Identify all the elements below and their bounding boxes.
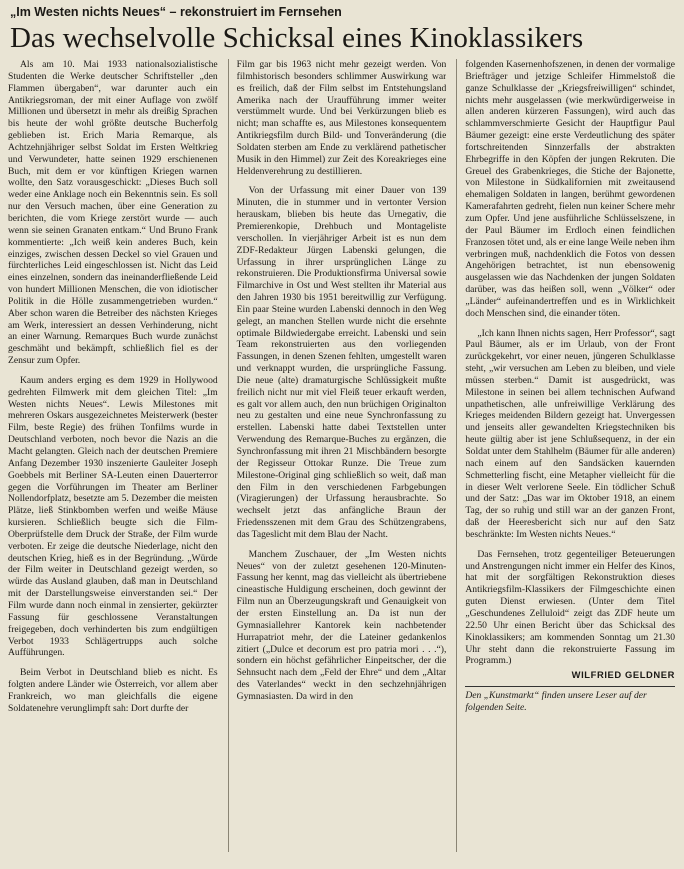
paragraph: Manchem Zuschauer, der „Im Westen nichts Neues“ von der zuletzt gesehenen 120-Minuten-Fassung her kennt, mag das vielleicht als übertriebene cineastische Huldigung erscheinen, doch gewinnt der Film nun an Überzeugungskraft und Genauigkeit von der ersten Einstellung an. Da ist nun der Gymnasiallehrer Kantorek kein nachbetender Hurrapatriot mehr, der die Lateiner gedankenlos zitiert („Dulce et decorum est pro patria mori . . .“), sondern ein höchst gefährlicher Einpeitscher, der die Sehnsucht nach dem „Feld der Ehre“ und dem „Altar des Vaterlandes“ weckt in den sechzehnjährigen Gymnasiasten. Da wird in den (236, 548, 447, 702)
paragraph: Beim Verbot in Deutschland blieb es nicht. Es folgten andere Länder wie Österreich, vor allem aber Frankreich, wo man gleichfalls die eigene Soldatenehre verunglimpft sah: Dort durfte der (8, 667, 218, 714)
paragraph: „Ich kann Ihnen nichts sagen, Herr Professor“, sagt Paul Bäumer, als er im Urlaub, von der Front zurückgekehrt, vor einer neuen, jüngeren Schulklasse steht, „wir versuchen am Leben zu bleiben, und viele müssen sterben.“ Damit ist ausgedrückt, was Milestone in seinen bei allem technischen Aufwand unpathetischen, alle unfreiwillige Verklärung des Krieges meidenden Bildern gezeigt hat. Unvergessen und jenseits aller gewandelten Kriegstechniken bis heute gültig aber ist jene Schlußsequenz, in der ein Soldat unter dem Stahlhelm (Bäumer für alle anderen) nach einem auf den Sandsäcken kauernden Schmetterling fischt, eine Metapher vielleicht für die in dieser Welt verlorene Seele. Ein tödlicher Schuß und der Satz: „Das war im Oktober 1918, an einem Tag, der so ruhig und still war an der ganzen Front, daß der Heeresbericht sich nur auf den Satz beschränkte: Im Westen nichts Neues.“ (465, 327, 675, 540)
reader-note: Den „Kunstmarkt“ finden unsere Leser auf der folgenden Seite. (465, 690, 647, 713)
article-columns (8, 59, 675, 852)
paragraph: Von der Urfassung mit einer Dauer von 139 Minuten, die in stummer und in vertonter Version herauskam, blieben bis heute das Urnegativ, die Premierenkopie, Drehbuch und Montageliste verschollen. In vierjähriger Arbeit ist es nun dem ZDF-Redakteur Jürgen Labenski gelungen, die Urfassung in ihrer ursprünglichen Länge zu rekonstruieren. Die Produktionsfirma Universal sowie Filmarchive in Ost und West stellten ihr Material aus den Jahren 1930 bis 1951 bereitwillig zur Verfügung. Ein paar Steine wurden Labenski dennoch in den Weg gelegt, an manchen Stellen wurde nicht die ersehnte optimale Bildwiedergabe erreicht. Labenski und sein Team rekonstruierten aus den vorliegenden Fassungen, in denen Szenen fehlten, umgestellt waren und verknappt wurden, die ursprüngliche Fassung. Die neue (alte) dramaturgische Schlüssigkeit mußte freilich nicht nur mit viel Fleiß teuer erkauft werden, es galt vor allem auch, den nun brüchigen Originalton neu zu gestalten und eine neue Synchronfassung zu erstellen. Labenski hatte dabei Textstellen unter Verwendung des Remarque-Buches zu ergänzen, die Synchronfassung mit ihren 21 Mischbändern besorgte der Regisseur Ottokar Runze. Die Treue zum Milestone-Original ging schließlich so weit, daß man den Film in den verschiedenen Farbgebungen (Viragierungen) der Urfassung herausbrachte. So wechselt jetzt das anfängliche Braun der Friedensszenen mit dem Grau des Schützengrabens, das Tageslicht mit dem Blau der Nacht. (236, 185, 447, 540)
article-headline: Das wechselvolle Schicksal eines Kinoklassikers (10, 22, 584, 54)
paragraph: Kaum anders erging es dem 1929 in Hollywood gedrehten Filmwerk mit dem gleichen Titel: „Im Westen nichts Neues“. Lewis Milestones mit mehreren Oskars ausgezeichnetes Meisterwerk (bester Film, beste Regie) des frühen Tonfilms wurde in Deutschland verboten, noch bevor die Nazis an die Macht gelangten. Gleich nach der deutschen Premiere Anfang Dezember 1930 inszenierte Gauleiter Joseph Goebbels mit Berliner SA-Leuten einen Dauerterror gegen die Vorführungen im Theater am Berliner Nollendorfplatz, besetzte am 5. Dezember die meisten Plätze, ließ Stinkbomben werfen und weiße Mäuse kursieren. Schließlich beugte sich die Film-Oberprüfstelle dem Druck der Straße, der Film wurde verboten. Er zeige die deutsche Niederlage, nicht den deutschen Krieg, hieß es in der Begründung. „Würde der Film weiter in Deutschland gezeigt werden, so würde das Ausland glauben, daß man in Deutschland mit der Darstellungsweise einverstanden sei.“ Der Film wurde dann noch einmal in zensierter, gekürzter Fassung für geschlossene Veranstaltungen freigegeben, doch verhinderten bis zum endgültigen Verbot 1933 Schlägertrupps auch solche Aufführungen. (8, 374, 218, 659)
paragraph: Das Fernsehen, trotz gegenteiliger Beteuerungen und Anstrengungen nicht immer ein Helfer des Kinos, hat mit der sorgfältigen Rekonstruktion dieses Antikriegsfilm-Klassikers der Filmgeschichte einen guten Dienst erwiesen. (Unter dem Titel „Geschundenes Zelluloid“ zeigt das ZDF heute um 22.50 Uhr einen Bericht über das Schicksal des Kinoklassikers; am kommenden Sonntag um 21.30 Uhr steht dann die rekonstruierte Fassung im Programm.) (465, 548, 675, 667)
article-kicker: „Im Westen nichts Neues“ – rekonstruiert im Fernsehen (10, 5, 342, 19)
paragraph: Als am 10. Mai 1933 nationalsozialistische Studenten die Werke deutscher Schriftsteller „den Flammen übergaben“, war darunter auch ein Antikriegsroman, der mit einer Auflage von zwölf Millionen und übersetzt in mehr als dreißig Sprachen bis heute der wohl größte deutsche Bucherfolg geblieben ist. Erich Maria Remarque, als Achtzehnjähriger selbst Soldat im Ersten Weltkrieg und Verwundeter, hatte seinen 1929 erschienenen Buch, mit dem er vor künftigen Kriegen warnen wollte, den Satz vorausgeschickt: „Dieses Buch soll weder eine Anklage noch ein Bekenntnis sein. Es soll nur den Versuch machen, über eine Generation zu berichten, die vom Kriege zerstört wurde — auch wenn sie seinen Granaten entkam.“ Und Bruno Frank kommentierte: „Ich weiß kein anderes Buch, kein einziges, zwischen dessen Deckel so viel Grauen und fürchterliches Leid eingeschlossen ist. Nicht das Leid eines einzelnen, sondern das ineinanderfließende Leid von hundert Millionen Menschen, die von idiotischer Politik in die Hölle zusammengetrieben wurden.“ Aber schon waren die Betreiber des nächsten Krieges am Werk, interessiert an dessen Verhinderung, nicht an einer Warnung. Remarques Buch wurde zunächst geschmäht und bekämpft, schließlich fiel es der Zensur zum Opfer. (8, 59, 218, 367)
paragraph: folgenden Kasernenhofszenen, in denen der vormalige Briefträger und jetzige Schleifer Himmelstoß die ganze Schulklasse der „Kriegsfreiwilligen“ schindet, nichts mehr ausgelassen (wie merkwürdigerweise in allen anderen kürzeren Fassungen), wird auch das schlammverschmierte Gesicht der Hauptfigur Paul Bäumer gezeigt: eine erste Verdeutlichung des später fortschreitenden Sinnzerfalls der abstrakten Ehrbegriffe in den Köpfen der jungen Rekruten. Die Greuel des Grabenkrieges, die Stiche der Bajonette, von Milestone in Südkalifornien mit zweitausend ehemaligen Soldaten in langen, berühmt gewordenen Kamerafahrten gedreht, fielen nun keiner Schere mehr zum Opfer. Und jene ausführliche Schlüsselszene, in der Paul Bäumer im Erdloch einen feindlichen Franzosen tötet und, als er eine lange Weile neben ihm verbringen muß, nachdenklich die Fotos von dessen Angehörigen betrachtet, ist nun ebensowenig ausgelassen wie das Nachdenken der jungen Soldaten darüber, was das heißen soll, wenn „Völker“ oder „Länder“ aufeinandertreffen und es in Wirklichkeit doch Menschen sind, die einander töten. (465, 59, 675, 319)
paragraph: Film gar bis 1963 nicht mehr gezeigt werden. Von filmhistorisch besonders schlimmer Auswirkung war es freilich, daß der Film selbst im Entstehungsland Amerika nach der Uraufführung immer weiter verstümmelt wurde. Und bei Verkürzungen blieb es nicht; man schaffte es, aus Milestones konsequentem Antikriegsfilm durch Bild- und Tonveränderung (die Soldaten sterben am Ende zu verklärend pathetischer Musik in den Himmel) zur Zeit des Koreakrieges eine Heldenverehrung zu destillieren. (236, 59, 447, 177)
column-3 (456, 59, 675, 852)
divider (465, 686, 675, 687)
column-2 (228, 59, 447, 852)
column-1 (8, 59, 218, 852)
author-byline: WILFRIED GELDNER (571, 669, 675, 681)
